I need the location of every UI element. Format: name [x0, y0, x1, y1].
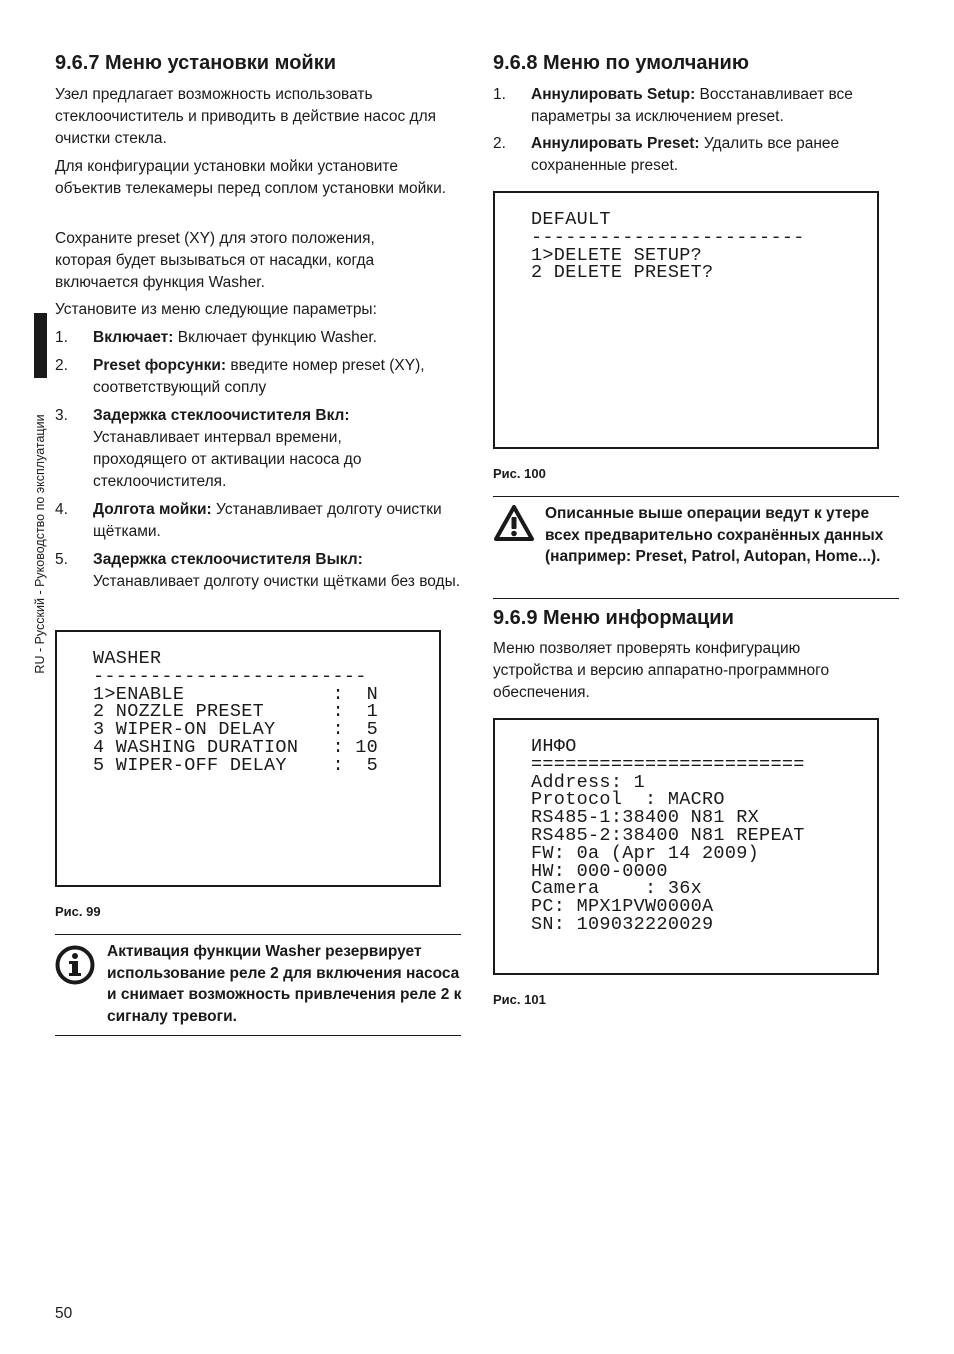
- list-number: 4.: [55, 501, 68, 518]
- list-number: 1.: [55, 329, 68, 346]
- divider: [493, 598, 899, 599]
- side-tab-marker: [34, 313, 47, 378]
- warning-notice-text: Описанные выше операции ведут к утере всех предварительно сохранённых данных (например: Preset, Patrol, Autopan, Home...).: [545, 505, 884, 565]
- list-text: Включает функцию Washer.: [173, 329, 377, 346]
- section-967-para4: Установите из меню следующие параметры:: [55, 301, 377, 318]
- info-notice-text: Активация функции Washer резервирует использование реле 2 для включения насоса и снимает возможность привлечения реле 2 к сигналу тревоги.: [107, 943, 462, 1025]
- section-968-title: 9.6.8 Меню по умолчанию: [493, 52, 749, 74]
- section-969-para1: Меню позволяет проверять конфигурацию устройства и версию аппаратно-программного обеспечения.: [493, 640, 830, 701]
- list-number: 1.: [493, 86, 506, 103]
- list-number: 5.: [55, 551, 68, 568]
- list-term: Аннулировать Preset:: [531, 135, 700, 152]
- list-number: 3.: [55, 407, 68, 424]
- figure-caption-99: Рис. 99: [55, 904, 101, 919]
- list-term: Долгота мойки:: [93, 501, 212, 518]
- section-969-title: 9.6.9 Меню информации: [493, 607, 734, 629]
- figure-caption-100: Рис. 100: [493, 466, 546, 481]
- figure-caption-101: Рис. 101: [493, 992, 546, 1007]
- section-967-title: 9.6.7 Меню установки мойки: [55, 52, 337, 74]
- list-text: Восстанавливает все параметры за исключением preset.: [531, 86, 853, 125]
- divider: [55, 1035, 461, 1036]
- section-967-para3: Сохраните preset (XY) для этого положения, которая будет вызываться от насадки, когда включается функция Washer.: [55, 230, 375, 291]
- list-term: Аннулировать Setup:: [531, 86, 696, 103]
- divider: [55, 934, 461, 935]
- list-term: Включает:: [93, 329, 174, 346]
- page-number: 50: [55, 1305, 73, 1322]
- default-menu-text: DEFAULT ------------------------ 1>DELETE SETUP? 2 DELETE PRESET?: [531, 209, 805, 284]
- section-967-para2: Для конфигурации установки мойки установите объектив телекамеры перед соплом установки мойки.: [55, 158, 447, 197]
- list-term: Задержка стеклоочистителя Выкл:: [93, 551, 363, 568]
- info-menu-screen: [493, 718, 879, 975]
- section-967-para1: Узел предлагает возможность использовать стеклоочиститель и приводить в действие насос для очистки стекла.: [55, 86, 437, 147]
- list-term: Задержка стеклоочистителя Вкл:: [93, 407, 350, 424]
- list-number: 2.: [55, 357, 68, 374]
- list-text: введите номер preset (XY), соответствующий соплу: [93, 357, 425, 396]
- washer-menu-text: WASHER ------------------------ 1>ENABLE : N 2 NOZZLE PRESET : 1 3 WIPER-ON DELAY : 5 4 WASHING DURATION : 10 5 WIPER-OFF DELAY : 5: [93, 648, 379, 776]
- list-text: Устанавливает долготу очистки щётками без воды.: [93, 573, 461, 590]
- sidebar-label: RU - Русский - Руководство по эксплуатации: [33, 414, 47, 674]
- list-text: Устанавливает интервал времени, проходящего от активации насоса до стеклоочистителя.: [93, 429, 362, 490]
- list-number: 2.: [493, 135, 506, 152]
- washer-menu-screen: [55, 630, 441, 887]
- list-text: Устанавливает долготу очистки щётками.: [93, 501, 442, 540]
- list-text: Удалить все ранее сохраненные preset.: [531, 135, 840, 174]
- divider: [493, 496, 899, 497]
- warning-icon: [493, 504, 535, 542]
- list-term: Preset форсунки:: [93, 357, 227, 374]
- info-icon: [55, 945, 95, 985]
- default-menu-screen: [493, 191, 879, 449]
- info-menu-text: ИНФО ======================== Address: 1 Protocol : MACRO RS485-1:38400 N81 RX RS485-2:38400 N81 REPEAT FW: 0a (Apr 14 2009) HW: 000-0000 Camera : 36x PC: MPX1PVW0000A SN: 109032220029: [531, 736, 805, 935]
